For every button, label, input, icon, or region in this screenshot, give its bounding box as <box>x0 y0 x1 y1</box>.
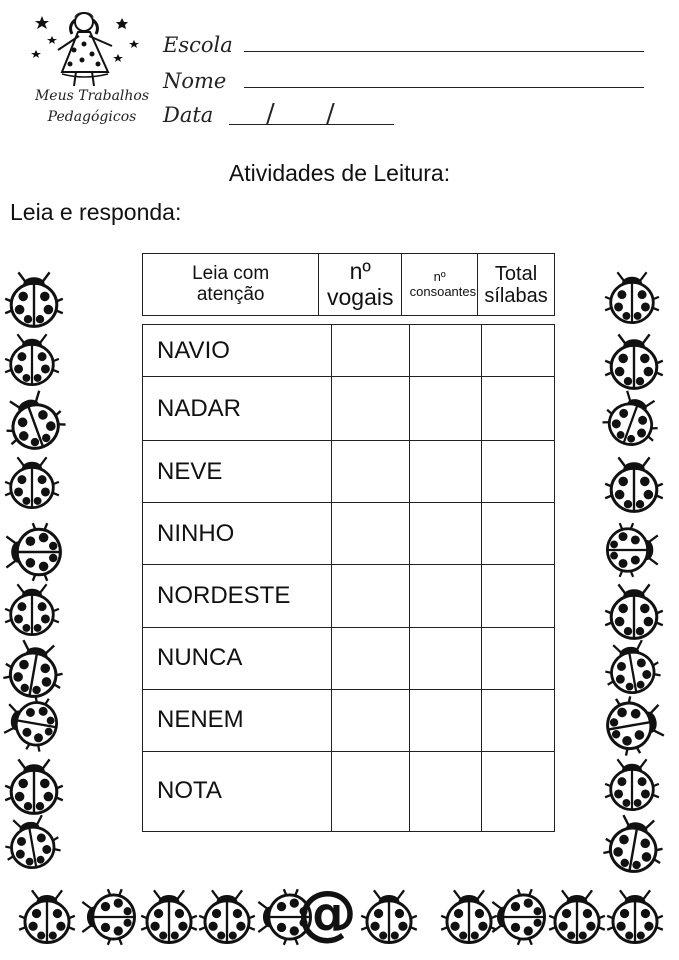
consoantes-answer-cell[interactable] <box>410 565 482 627</box>
word-cell: NINHO <box>143 503 332 565</box>
ladybug-icon <box>548 888 606 946</box>
vogais-answer-cell[interactable] <box>331 377 410 441</box>
ladybug-icon <box>0 811 64 876</box>
ladybug-icon <box>0 691 64 756</box>
nome-label: Nome <box>163 69 227 93</box>
ladybug-icon <box>604 332 664 392</box>
nome-field[interactable] <box>244 87 644 88</box>
ladybug-icon <box>140 888 198 946</box>
consoantes-answer-cell[interactable] <box>410 627 482 689</box>
consoantes-answer-cell[interactable] <box>410 377 482 441</box>
ladybug-icon <box>80 888 138 946</box>
silabas-answer-cell[interactable] <box>482 689 555 751</box>
consoantes-answer-cell[interactable] <box>410 503 482 565</box>
words-table <box>142 324 555 832</box>
table-row <box>143 325 555 377</box>
table-row <box>143 751 555 831</box>
escola-label: Escola <box>163 33 233 57</box>
table-row <box>143 377 555 441</box>
word-cell: NOTA <box>143 751 332 831</box>
header-leia: Leia com atenção <box>143 254 319 316</box>
ladybug-icon <box>4 455 60 511</box>
silabas-answer-cell[interactable] <box>482 503 555 565</box>
ladybug-icon <box>490 888 548 946</box>
silabas-answer-cell[interactable] <box>482 325 555 377</box>
table-header <box>142 253 555 316</box>
ladybug-icon <box>198 888 256 946</box>
header-silabas: Total sílabas <box>478 254 555 316</box>
instruction: Leia e responda: <box>10 199 182 225</box>
date-slash-1: / <box>266 99 275 129</box>
word-cell: NUNCA <box>143 627 332 689</box>
silabas-answer-cell[interactable] <box>482 751 555 831</box>
page-title: Atividades de Leitura: <box>228 160 451 186</box>
silabas-answer-cell[interactable] <box>482 441 555 503</box>
vogais-answer-cell[interactable] <box>331 751 410 831</box>
consoantes-answer-cell[interactable] <box>410 325 482 377</box>
ladybug-icon <box>4 757 64 817</box>
vogais-answer-cell[interactable] <box>331 325 410 377</box>
girl-illustration-icon <box>22 6 162 90</box>
word-cell: NADAR <box>143 377 332 441</box>
header-vogais: nº vogais <box>319 254 402 316</box>
word-cell: NENEM <box>143 689 332 751</box>
ladybug-icon <box>4 332 60 388</box>
ladybug-icon <box>604 522 660 578</box>
consoantes-answer-cell[interactable] <box>410 441 482 503</box>
ladybug-icon <box>18 888 76 946</box>
ladybug-icon <box>4 270 64 330</box>
ladybug-icon <box>604 582 664 642</box>
consoantes-answer-cell[interactable] <box>410 689 482 751</box>
at-sign-icon: @ <box>297 878 357 948</box>
word-cell: NEVE <box>143 441 332 503</box>
ladybug-icon <box>4 582 60 638</box>
ladybug-icon <box>4 522 64 582</box>
ladybug-icon <box>0 384 72 461</box>
logo-line-2: Pedagógicos <box>47 109 137 125</box>
word-cell: NORDESTE <box>143 565 332 627</box>
escola-field[interactable] <box>244 51 644 52</box>
ladybug-icon <box>604 757 660 813</box>
silabas-answer-cell[interactable] <box>482 377 555 441</box>
word-cell: NAVIO <box>143 325 332 377</box>
vogais-answer-cell[interactable] <box>331 565 410 627</box>
vogais-answer-cell[interactable] <box>331 689 410 751</box>
vogais-answer-cell[interactable] <box>331 627 410 689</box>
ladybug-icon <box>599 810 669 880</box>
ladybug-icon <box>604 270 660 326</box>
consoantes-answer-cell[interactable] <box>410 751 482 831</box>
table-row <box>143 565 555 627</box>
silabas-answer-cell[interactable] <box>482 627 555 689</box>
table-row <box>143 441 555 503</box>
logo <box>22 6 162 130</box>
ladybug-icon <box>604 455 664 515</box>
ladybug-icon <box>596 384 668 456</box>
vogais-answer-cell[interactable] <box>331 503 410 565</box>
date-slash-2: / <box>326 99 335 129</box>
table-row <box>143 627 555 689</box>
ladybug-icon <box>606 888 664 946</box>
header-consoantes: nº consoantes <box>402 254 478 316</box>
data-label: Data <box>163 103 214 127</box>
ladybug-icon <box>360 888 418 946</box>
ladybug-icon <box>599 690 669 760</box>
data-field[interactable] <box>229 124 394 125</box>
silabas-answer-cell[interactable] <box>482 565 555 627</box>
table-row <box>143 503 555 565</box>
vogais-answer-cell[interactable] <box>331 441 410 503</box>
table-row <box>143 689 555 751</box>
logo-line-1: Meus Trabalhos <box>34 88 150 104</box>
